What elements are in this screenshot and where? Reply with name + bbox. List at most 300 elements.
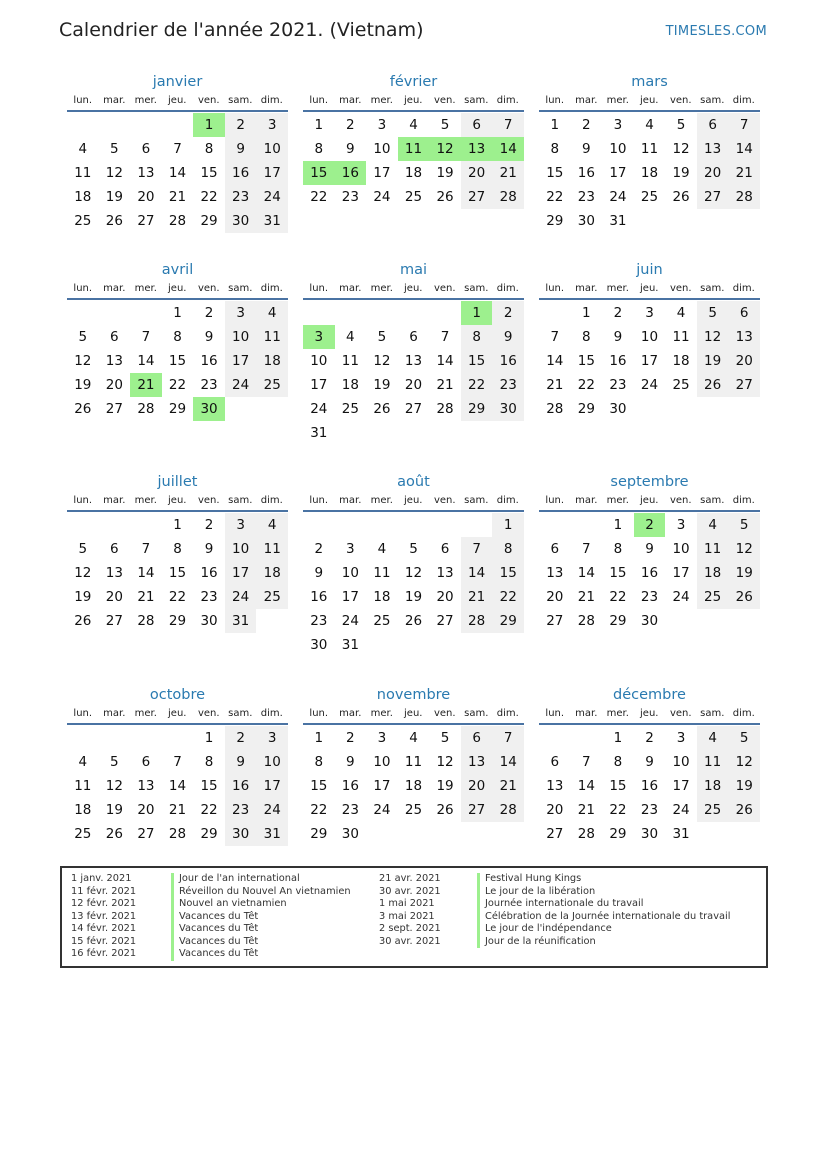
day-grid [539, 300, 760, 452]
day-cell: 14 [137, 565, 155, 581]
day-cell: 28 [461, 609, 493, 633]
day-cell: 8 [613, 541, 623, 557]
weekday-label: ven. [669, 495, 692, 506]
day-cell: 19 [373, 377, 391, 393]
day-cell: 9 [204, 329, 214, 345]
day-cell: 6 [409, 329, 418, 345]
day-cell: 4 [346, 329, 355, 345]
day-cell: 22 [168, 377, 187, 393]
weekday-label: lun. [545, 495, 565, 506]
day-cell: 17 [640, 353, 659, 369]
day-cell: 16 [577, 165, 595, 181]
weekday-header [539, 93, 760, 108]
weekday-label: mer. [134, 283, 157, 294]
day-cell: 25 [74, 213, 92, 229]
day-cell: 25 [256, 585, 288, 609]
month-name: septembre [610, 474, 689, 490]
day-cell: 14 [137, 353, 155, 369]
day-cell: 7 [582, 754, 591, 770]
day-cell: 13 [137, 165, 155, 181]
day-cell: 21 [137, 589, 155, 605]
holiday-day-cell: 14 [492, 137, 524, 161]
day-cell: 24 [256, 798, 288, 822]
day-cell: 19 [436, 165, 454, 181]
day-cell: 13 [697, 137, 729, 161]
day-cell: 16 [609, 353, 627, 369]
day-grid [539, 512, 760, 664]
day-cell: 30 [640, 613, 659, 629]
day-cell: 3 [377, 117, 387, 133]
day-cell: 10 [225, 537, 257, 561]
weekday-label: mar. [339, 495, 362, 506]
day-cell: 31 [256, 209, 288, 233]
weekday-label: mer. [370, 495, 393, 506]
day-cell: 9 [204, 541, 214, 557]
day-cell: 14 [168, 778, 187, 794]
day-cell: 3 [225, 301, 257, 325]
weekday-label: jeu. [168, 283, 187, 294]
day-cell: 27 [546, 826, 564, 842]
weekday-label: ven. [197, 495, 220, 506]
day-cell: 29 [577, 401, 595, 417]
holiday-day-cell: 12 [429, 137, 461, 161]
day-cell: 5 [728, 726, 760, 750]
brand-link[interactable]: TIMESLES.COM [665, 24, 767, 39]
day-cell: 31 [609, 213, 627, 229]
day-cell: 1 [613, 730, 623, 746]
day-cell: 19 [728, 774, 760, 798]
day-cell: 4 [409, 117, 418, 133]
day-cell: 12 [373, 353, 391, 369]
day-grid [539, 112, 760, 264]
day-cell: 18 [672, 353, 690, 369]
day-cell: 23 [341, 189, 359, 205]
holiday-name: Festival Hung Kings [477, 873, 581, 886]
day-cell: 26 [436, 189, 454, 205]
day-cell: 4 [409, 730, 418, 746]
day-cell: 8 [204, 141, 214, 157]
day-cell: 9 [225, 137, 257, 161]
day-cell: 29 [461, 397, 493, 421]
holiday-date: 15 févr. 2021 [71, 935, 137, 947]
day-cell: 20 [728, 349, 760, 373]
day-cell: 7 [173, 141, 182, 157]
day-cell: 10 [341, 565, 359, 581]
day-cell: 19 [74, 377, 92, 393]
holiday-date: 12 févr. 2021 [71, 898, 137, 909]
day-cell: 8 [492, 537, 524, 561]
holiday-name: Nouvel an vietnamien [171, 898, 287, 911]
day-cell: 12 [74, 565, 92, 581]
day-cell: 8 [314, 141, 324, 157]
day-cell: 14 [577, 565, 595, 581]
holiday-day-cell: 1 [193, 113, 225, 137]
holiday-name: Le jour de l'indépendance [477, 923, 612, 936]
day-cell: 10 [672, 541, 690, 557]
day-cell: 28 [137, 401, 155, 417]
month-9 [539, 472, 760, 664]
day-cell: 19 [436, 778, 454, 794]
weekday-label: mer. [370, 283, 393, 294]
weekday-label: mar. [103, 283, 126, 294]
weekday-label: lun. [73, 708, 93, 719]
day-cell: 7 [728, 113, 760, 137]
day-cell: 10 [225, 325, 257, 349]
weekday-header [539, 281, 760, 296]
holiday-date: 11 févr. 2021 [71, 885, 137, 897]
holiday-day-cell: 15 [303, 161, 335, 185]
day-cell: 11 [697, 537, 729, 561]
day-cell: 1 [550, 117, 560, 133]
day-cell: 2 [204, 305, 214, 321]
weekday-label: ven. [433, 95, 456, 106]
day-cell: 29 [546, 213, 564, 229]
day-cell: 15 [577, 353, 595, 369]
holiday-name: Le jour de la libération [477, 886, 595, 899]
day-cell: 6 [110, 329, 119, 345]
day-cell: 30 [225, 209, 257, 233]
holiday-name: Vacances du Têt [171, 923, 258, 936]
day-cell: 7 [492, 726, 524, 750]
day-cell: 18 [74, 802, 92, 818]
day-cell: 24 [310, 401, 328, 417]
weekday-label: jeu. [168, 495, 187, 506]
day-cell: 21 [168, 802, 187, 818]
day-cell: 15 [461, 349, 493, 373]
day-cell: 13 [137, 778, 155, 794]
day-cell: 2 [225, 726, 257, 750]
day-cell: 22 [461, 373, 493, 397]
weekday-label: ven. [433, 495, 456, 506]
day-cell: 20 [697, 161, 729, 185]
day-cell: 13 [105, 565, 123, 581]
weekday-label: jeu. [168, 95, 187, 106]
day-cell: 6 [141, 754, 151, 770]
weekday-label: ven. [433, 708, 456, 719]
day-cell: 6 [110, 541, 119, 557]
day-cell: 7 [141, 541, 151, 557]
day-cell: 29 [168, 613, 187, 629]
day-cell: 6 [728, 301, 760, 325]
day-cell: 18 [404, 165, 423, 181]
day-cell: 13 [728, 325, 760, 349]
month-name: janvier [152, 74, 203, 90]
day-cell: 24 [640, 377, 659, 393]
day-cell: 29 [310, 826, 328, 842]
weekday-label: jeu. [404, 283, 423, 294]
day-cell: 25 [404, 189, 423, 205]
day-cell: 8 [204, 754, 214, 770]
day-cell: 15 [200, 778, 218, 794]
day-cell: 4 [645, 117, 654, 133]
day-cell: 2 [492, 301, 524, 325]
day-cell: 15 [492, 561, 524, 585]
day-grid [67, 112, 288, 264]
day-cell: 4 [697, 513, 729, 537]
day-cell: 22 [200, 189, 218, 205]
month-10 [67, 685, 288, 877]
day-cell: 1 [314, 730, 324, 746]
day-cell: 21 [546, 377, 564, 393]
holiday-day-cell: 30 [193, 397, 225, 421]
day-cell: 1 [204, 730, 214, 746]
day-cell: 27 [404, 401, 423, 417]
day-cell: 4 [78, 754, 88, 770]
day-cell: 11 [341, 353, 359, 369]
day-cell: 2 [645, 730, 654, 746]
day-cell: 21 [461, 585, 493, 609]
day-cell: 24 [609, 189, 627, 205]
holiday-name: Journée internationale du travail [477, 898, 644, 911]
day-cell: 27 [137, 826, 155, 842]
day-cell: 12 [105, 165, 123, 181]
day-cell: 12 [728, 537, 760, 561]
holiday-date: 1 janv. 2021 [71, 873, 132, 884]
weekday-label: dim. [260, 283, 283, 294]
day-cell: 4 [697, 726, 729, 750]
day-cell: 26 [105, 826, 123, 842]
weekday-label: lun. [545, 708, 565, 719]
month-name: mars [631, 74, 668, 90]
day-cell: 28 [168, 213, 187, 229]
day-cell: 24 [225, 373, 257, 397]
day-cell: 23 [225, 798, 257, 822]
weekday-label: ven. [197, 95, 220, 106]
day-cell: 18 [256, 561, 288, 585]
day-cell: 26 [672, 189, 690, 205]
day-cell: 31 [225, 609, 257, 633]
day-cell: 21 [577, 802, 595, 818]
day-cell: 3 [645, 305, 654, 321]
day-cell: 15 [310, 778, 328, 794]
weekday-label: jeu. [640, 495, 659, 506]
weekday-header [303, 93, 524, 108]
day-cell: 13 [404, 353, 423, 369]
day-cell: 20 [105, 377, 123, 393]
day-cell: 23 [200, 377, 218, 393]
day-cell: 11 [697, 750, 729, 774]
day-cell: 17 [373, 165, 391, 181]
day-cell: 11 [404, 754, 423, 770]
day-cell: 13 [546, 778, 564, 794]
month-name: avril [161, 262, 194, 278]
weekday-label: sam. [700, 283, 725, 294]
weekday-label: jeu. [168, 708, 187, 719]
weekday-label: sam. [228, 708, 253, 719]
day-cell: 10 [373, 141, 391, 157]
day-grid [303, 512, 524, 664]
day-cell: 21 [492, 161, 524, 185]
day-cell: 4 [256, 513, 288, 537]
day-cell: 18 [373, 589, 391, 605]
day-cell: 15 [546, 165, 564, 181]
day-cell: 9 [346, 754, 355, 770]
weekday-label: dim. [260, 495, 283, 506]
day-cell: 9 [314, 565, 324, 581]
day-cell: 3 [676, 517, 686, 533]
day-cell: 31 [672, 826, 690, 842]
day-cell: 8 [314, 754, 324, 770]
day-cell: 24 [373, 802, 391, 818]
day-cell: 22 [577, 377, 595, 393]
day-cell: 6 [440, 541, 450, 557]
day-cell: 5 [78, 541, 88, 557]
day-cell: 12 [672, 141, 690, 157]
day-cell: 16 [640, 778, 659, 794]
day-cell: 13 [546, 565, 564, 581]
day-cell: 20 [404, 377, 423, 393]
day-cell: 18 [74, 189, 92, 205]
weekday-header [67, 493, 288, 508]
weekday-label: lun. [73, 283, 93, 294]
month-4 [67, 260, 288, 452]
day-cell: 21 [577, 589, 595, 605]
day-cell: 29 [200, 213, 218, 229]
weekday-label: ven. [669, 708, 692, 719]
day-cell: 17 [310, 377, 328, 393]
weekday-label: sam. [700, 95, 725, 106]
day-cell: 5 [676, 117, 686, 133]
day-cell: 7 [550, 329, 560, 345]
day-cell: 8 [613, 754, 623, 770]
day-cell: 15 [168, 353, 187, 369]
day-cell: 19 [105, 189, 123, 205]
day-cell: 1 [492, 513, 524, 537]
weekday-label: mar. [103, 708, 126, 719]
weekday-label: jeu. [404, 708, 423, 719]
day-cell: 28 [546, 401, 564, 417]
month-5 [303, 260, 524, 452]
day-cell: 17 [373, 778, 391, 794]
day-cell: 3 [256, 726, 288, 750]
holiday-name: Jour de l'an international [171, 873, 300, 886]
weekday-header [67, 706, 288, 721]
weekday-label: mer. [134, 708, 157, 719]
holiday-day-cell: 13 [461, 137, 493, 161]
day-cell: 18 [640, 165, 659, 181]
page-title: Calendrier de l'année 2021. (Vietnam) [59, 19, 424, 41]
weekday-label: sam. [700, 495, 725, 506]
day-cell: 16 [310, 589, 328, 605]
day-cell: 20 [546, 802, 564, 818]
day-cell: 31 [256, 822, 288, 846]
day-grid [67, 725, 288, 877]
day-cell: 5 [110, 141, 119, 157]
holiday-day-cell: 2 [634, 513, 666, 537]
month-8 [303, 472, 524, 664]
month-name: novembre [376, 687, 451, 703]
weekday-header [539, 493, 760, 508]
weekday-label: mer. [606, 495, 629, 506]
day-cell: 11 [640, 141, 659, 157]
day-cell: 9 [582, 141, 591, 157]
day-cell: 25 [404, 802, 423, 818]
day-cell: 27 [461, 185, 493, 209]
day-cell: 31 [310, 425, 328, 441]
month-name: février [389, 74, 438, 90]
day-cell: 28 [728, 185, 760, 209]
weekday-label: lun. [309, 495, 329, 506]
day-cell: 8 [461, 325, 493, 349]
day-cell: 9 [645, 754, 654, 770]
day-cell: 22 [609, 802, 627, 818]
holiday-date: 16 févr. 2021 [71, 948, 137, 959]
day-cell: 30 [640, 826, 659, 842]
day-cell: 9 [492, 325, 524, 349]
weekday-label: mar. [103, 95, 126, 106]
day-cell: 25 [256, 373, 288, 397]
weekday-label: jeu. [640, 283, 659, 294]
weekday-label: mar. [575, 495, 598, 506]
day-cell: 27 [697, 185, 729, 209]
day-cell: 28 [168, 826, 187, 842]
weekday-label: ven. [433, 283, 456, 294]
day-cell: 1 [314, 117, 324, 133]
weekday-label: ven. [197, 708, 220, 719]
holiday-legend [60, 866, 768, 968]
day-cell: 23 [640, 802, 659, 818]
holiday-date: 21 avr. 2021 [379, 873, 441, 884]
day-cell: 20 [436, 589, 454, 605]
month-name: décembre [613, 687, 686, 703]
day-cell: 6 [141, 141, 151, 157]
day-cell: 3 [377, 730, 387, 746]
day-cell: 22 [310, 189, 328, 205]
day-cell: 21 [168, 189, 187, 205]
holiday-name: Célébration de la Journée internationale du travail [477, 911, 730, 924]
day-cell: 3 [613, 117, 623, 133]
day-cell: 5 [377, 329, 387, 345]
day-cell: 2 [346, 730, 355, 746]
day-cell: 23 [341, 802, 359, 818]
month-name: mai [399, 262, 428, 278]
holiday-name: Vacances du Têt [171, 936, 258, 949]
day-cell: 11 [74, 778, 92, 794]
weekday-label: mar. [575, 708, 598, 719]
day-cell: 30 [200, 613, 218, 629]
day-cell: 7 [440, 329, 450, 345]
holiday-day-cell: 21 [130, 373, 162, 397]
day-cell: 10 [640, 329, 659, 345]
month-2 [303, 72, 524, 264]
day-cell: 1 [613, 517, 623, 533]
weekday-label: jeu. [404, 95, 423, 106]
day-cell: 26 [105, 213, 123, 229]
weekday-label: dim. [732, 708, 755, 719]
day-cell: 19 [404, 589, 423, 605]
day-cell: 7 [582, 541, 591, 557]
day-cell: 12 [436, 754, 454, 770]
holiday-date: 3 mai 2021 [379, 910, 435, 922]
day-cell: 24 [373, 189, 391, 205]
holiday-name: Réveillon du Nouvel An vietnamien [171, 886, 351, 899]
weekday-label: mer. [370, 95, 393, 106]
weekday-label: lun. [73, 495, 93, 506]
day-cell: 28 [436, 401, 454, 417]
day-cell: 27 [105, 613, 123, 629]
day-cell: 27 [546, 613, 564, 629]
day-cell: 1 [582, 305, 591, 321]
day-cell: 16 [225, 161, 257, 185]
day-cell: 25 [697, 798, 729, 822]
day-cell: 23 [310, 613, 328, 629]
day-cell: 17 [256, 161, 288, 185]
day-cell: 26 [697, 373, 729, 397]
day-cell: 18 [404, 778, 423, 794]
day-cell: 16 [200, 353, 218, 369]
day-cell: 30 [341, 826, 359, 842]
day-cell: 16 [492, 349, 524, 373]
